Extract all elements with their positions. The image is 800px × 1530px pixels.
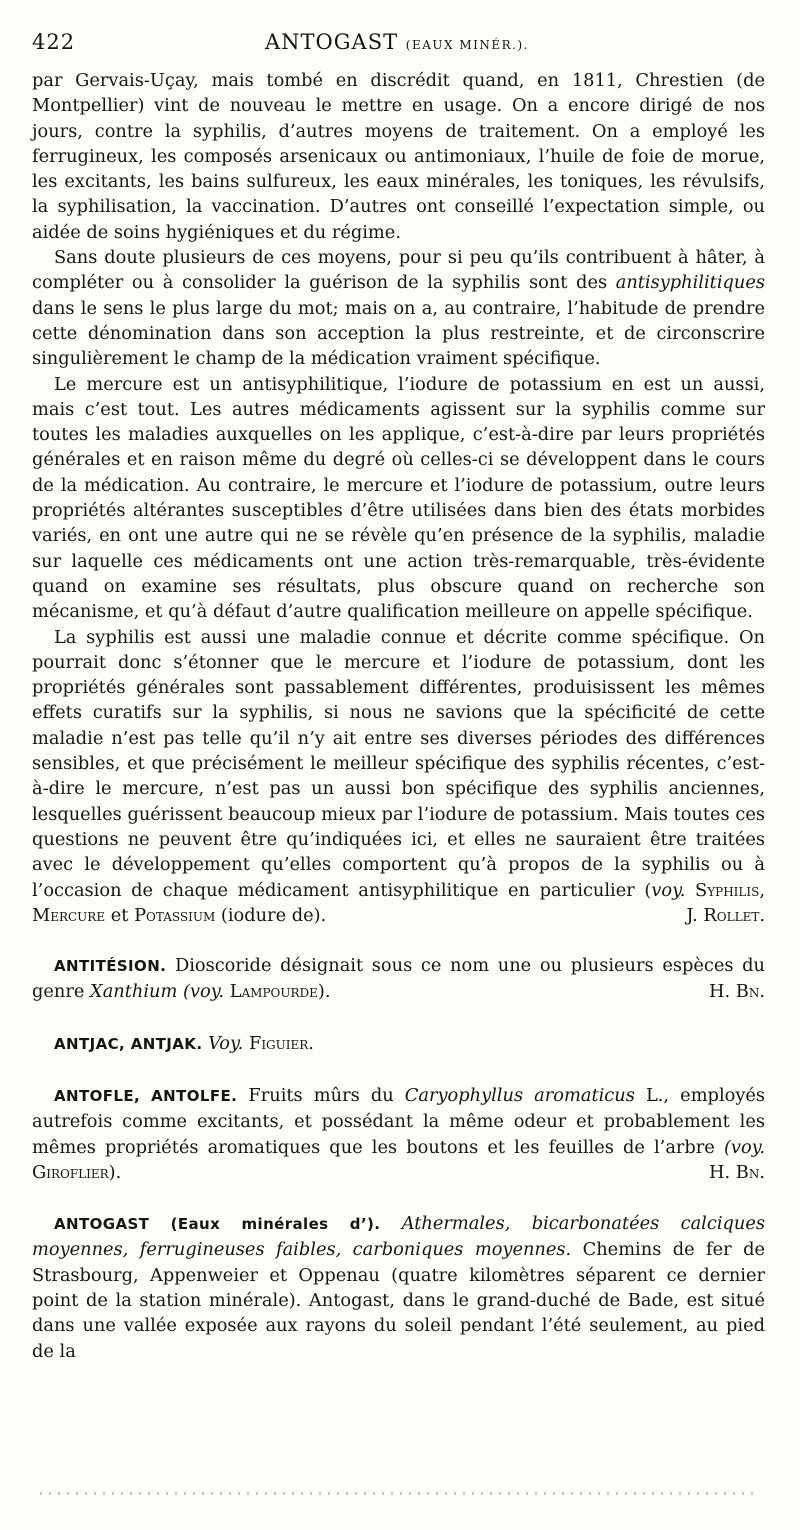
entry-headword: ANTOGAST (Eaux minérales d’).: [54, 1215, 381, 1234]
cross-ref-giroflier: Giroflier: [32, 1161, 109, 1183]
entry-voy: (voy.: [723, 1136, 765, 1158]
entry-headword: ANTOFLE, ANTOLFE.: [54, 1086, 238, 1105]
page-number: 422: [32, 30, 76, 54]
running-head-subtitle: (EAUX MINÉR.).: [405, 38, 529, 52]
entry-antjac: [32, 1031, 765, 1057]
cross-ref-lampourde: Lampourde: [229, 981, 318, 1003]
paragraph-2-text-b: dans le sens le plus large du mot; mais on a, au contraire, l’habitude de prendre cette dénomination dans son acception la plus restreinte, et de circonscrire singulièrement le champ de la médication vraiment spécifique.: [32, 297, 765, 370]
paragraph-4-text: La syphilis est aussi une maladie connue et décrite comme spécifique. On pourrait donc s’étonner que le mercure et l’iodure de potassium, dont les propriétés générales sont passablement différentes, produisissent les mêmes effets curatifs sur la syphilis, si nous ne savions que la spécificité de cette maladie n’est pas telle qu’il n’y ait entre ses diverses périodes des différences sensibles, et que précisément le meilleur spécifique des syphilis récentes, c’est-à-dire le mercure, n’est pas un aussi bon spécifique des syphilis anciennes, lesquelles guérissent beaucoup mieux par l’iodure de potassium. Mais toutes ces questions ne peuvent être qu’indiquées ici, et elles ne sauraient être traitées avec le développement qu’elles comportent qu’à propos de la syphilis ou à l’occasion de chaque médicament antisyphilitique en particulier (: [32, 626, 765, 901]
entry-text: Fruits mûrs du: [248, 1084, 394, 1106]
author-signature: H. Bn.: [708, 981, 765, 1003]
entry-text: Chemins de fer de Strasbourg, Appenweier et Oppenau (quatre kilomètres séparent ce dernier point de la station minérale). Antogast, dans le grand-duché de Bade, est situé dans une vallée exposée aux rayons du soleil pendant l’été seulement, au pied de la: [32, 1239, 765, 1362]
entry-antitesion: [32, 953, 765, 1005]
paragraph-2-text-a: Sans doute plusieurs de ces moyens, pour si peu qu’ils contribuent à hâter, à compléter ou à consolider la guérison de la syphilis sont des: [32, 247, 765, 294]
entry-italic: Athermales, bicarbonatées calciques moyennes, ferrugineuses faibles, carboniques moyennes.: [32, 1213, 765, 1261]
cross-ref-mercure: Mercure: [32, 904, 106, 926]
entry-antofle: [32, 1083, 765, 1185]
paragraph-1: par Gervais-Uçay, mais tombé en discrédit quand, en 1811, Chrestien (de Montpellier) vint de nouveau le mettre en usage. On a encore dirigé de nos jours, contre la syphilis, d’autres moyens de traitement. On a employé les ferrugineux, les composés arsenicaux ou antimoniaux, l’huile de foie de morue, les excitants, les bains sulfureux, les eaux minérales, les toniques, les révulsifs, la syphilisation, la vaccination. D’autres ont conseillé l’expectation simple, ou aidée de soins hygiéniques et du régime.: [32, 70, 765, 243]
entry-antogast: [32, 1211, 765, 1364]
paragraph-2: [32, 245, 765, 371]
paragraph-4-tail: (iodure de).: [220, 904, 327, 926]
paragraph-4-voy: voy.: [651, 879, 686, 901]
entry-close: ).: [317, 981, 331, 1003]
entry-text-b: L., employés autrefois comme excitants, et possédant la même odeur et probablement les mêmes propriétés aromatiques que les boutons et les feuilles de l’arbre: [32, 1084, 766, 1158]
page-header: [32, 28, 762, 58]
spacer: [32, 1185, 765, 1211]
running-head-title: ANTOGAST: [264, 30, 399, 54]
running-head: [32, 30, 762, 54]
spacer: [32, 1005, 765, 1031]
spacer: [32, 928, 765, 953]
paragraph-4: [32, 625, 765, 929]
cross-ref-potassium: Potassium: [134, 904, 216, 926]
footer-rule: [40, 1492, 760, 1495]
paragraph-4-comma: ,: [759, 879, 765, 901]
paragraph-4-et: et: [110, 904, 129, 926]
author-signature: J. Rollet.: [686, 904, 765, 926]
entry-close: ).: [108, 1161, 122, 1183]
entry-headword: ANTJAC, ANTJAK.: [54, 1034, 203, 1053]
article-body: [32, 68, 765, 1364]
entry-voy: (voy.: [183, 981, 225, 1003]
entry-text: Dioscoride désignait sous ce nom une ou plusieurs espèces du genre: [32, 955, 765, 1003]
paragraph-3: Le mercure est un antisyphilitique, l’iodure de potassium en est un aussi, mais c’est tout. Les autres médicaments agissent sur la syphilis comme sur toutes les maladies auxquelles on les applique, c’est-à-dire par leurs propriétés générales et en raison même du degré où celles-ci se développent dans le cours de la médication. Au contraire, le mercure et l’iodure de potassium, outre leurs propriétés altérantes susceptibles d’être utilisées dans bien des états morbides variés, en ont une autre qui ne se révèle qu’en présence de la syphilis, maladie sur laquelle ces médicaments ont une action très-remarquable, très-évidente quand on examine ses résultats, plus obscure quand on recherche son mécanisme, et qu’à défaut d’autre qualification meilleure on appelle spécifique.: [32, 373, 765, 623]
spacer: [32, 1057, 765, 1083]
paragraph-2-italic: antisyphilitiques: [615, 272, 765, 294]
cross-ref-syphilis: Syphilis: [695, 879, 760, 901]
cross-ref-figuier: Figuier.: [248, 1032, 314, 1054]
author-signature: H. Bn.: [708, 1161, 765, 1183]
entry-italic: Caryophyllus aromaticus: [404, 1084, 635, 1106]
entry-voy: Voy.: [208, 1032, 244, 1054]
entry-headword: ANTITÉSION.: [54, 957, 167, 976]
entry-italic: Xanthium: [90, 981, 178, 1003]
